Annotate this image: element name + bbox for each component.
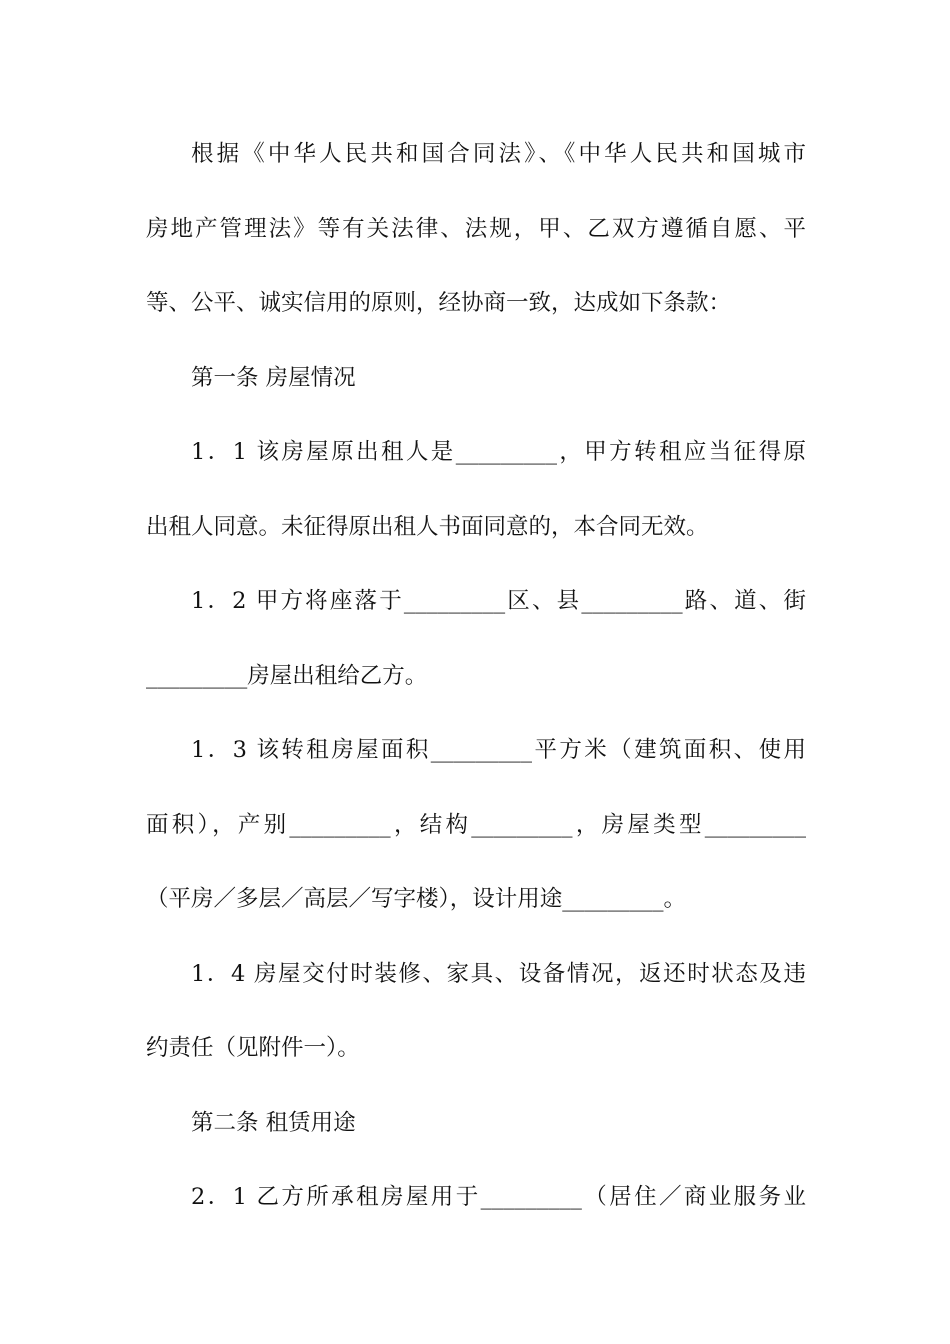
paragraph-line: 面积），产别_________，结构_________，房屋类型_________ xyxy=(146,811,806,838)
section-heading: 第一条 房屋情况 xyxy=(191,364,356,391)
document-body xyxy=(146,132,806,1250)
paragraph-line: 1．1 该房屋原出租人是_________，甲方转租应当征得原 xyxy=(191,439,806,465)
paragraph-line: 根据《中华人民共和国合同法》、《中华人民共和国城市 xyxy=(191,141,806,167)
paragraph-line: 约责任（见附件一）。 xyxy=(146,1035,360,1061)
paragraph-line: _________房屋出租给乙方。 xyxy=(146,662,428,689)
paragraph-line: 1．2 甲方将座落于_________区、县_________路、道、街 xyxy=(191,588,806,614)
paragraph-line: 房地产管理法》等有关法律、法规，甲、乙双方遵循自愿、平 xyxy=(146,215,806,242)
paragraph-line: （平房／多层／高层／写字楼），设计用途_________。 xyxy=(146,886,687,912)
paragraph-line: 等、公平、诚实信用的原则，经协商一致，达成如下条款： xyxy=(146,290,732,316)
paragraph-line: 1．3 该转租房屋面积_________平方米（建筑面积、使用 xyxy=(191,737,806,763)
paragraph-line: 2．1 乙方所承租房屋用于_________（居住／商业服务业 xyxy=(191,1184,806,1210)
section-heading: 第二条 租赁用途 xyxy=(191,1109,356,1136)
paragraph-line: 1．4 房屋交付时装修、家具、设备情况，返还时状态及违 xyxy=(191,960,806,987)
paragraph-line: 出租人同意。未征得原出租人书面同意的，本合同无效。 xyxy=(146,513,709,540)
